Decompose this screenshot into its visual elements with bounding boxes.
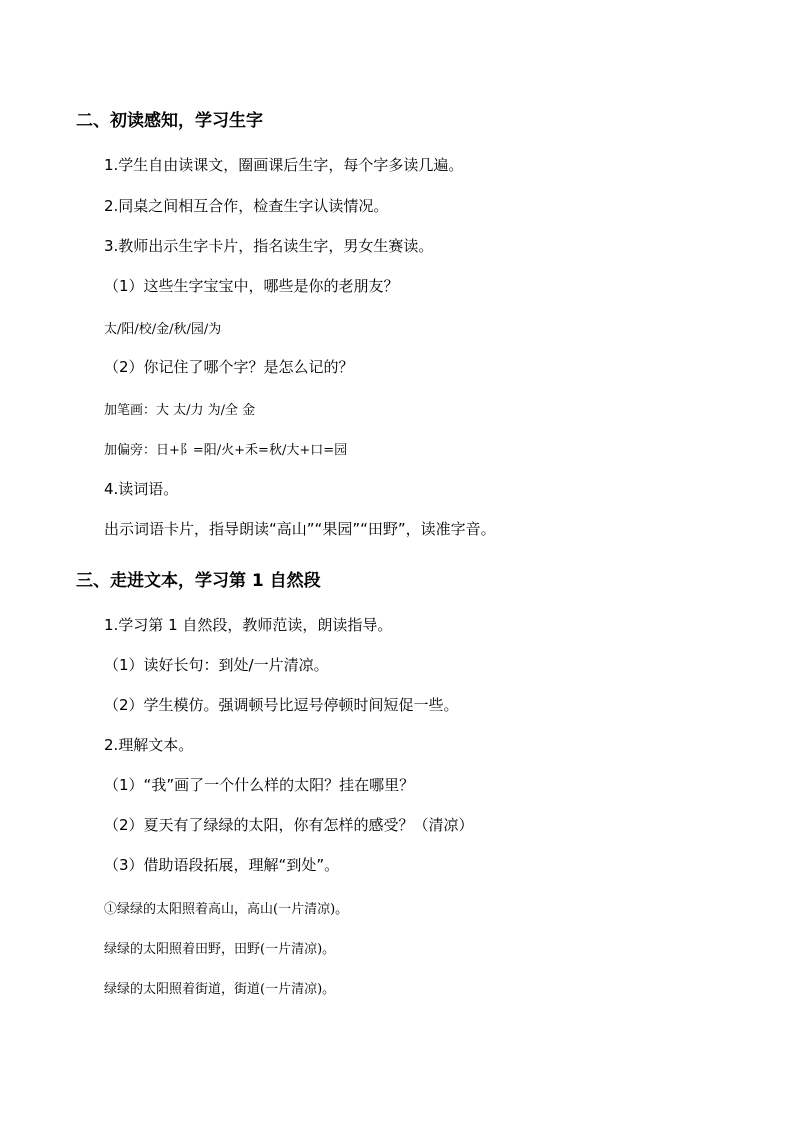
sub-step-2: （2）学生模仿。强调顿号比逗号停顿时间短促一些。	[104, 696, 459, 714]
character-list: 太/阳/校/金/秋/园/为	[104, 322, 222, 337]
step-2: 2.同桌之间相互合作，检查生字认读情况。	[104, 197, 389, 215]
example-sentence-2: 绿绿的太阳照着田野，田野(一片清凉)。	[104, 942, 336, 957]
question-1: （1）“我”画了一个什么样的太阳？挂在哪里？	[104, 776, 415, 794]
question-2: （2）夏天有了绿绿的太阳，你有怎样的感受？（清凉）	[104, 816, 474, 834]
add-radical-method: 加偏旁：日+阝=阳/火+禾=秋/大+口=园	[104, 443, 348, 458]
step-4-detail: 出示词语卡片，指导朗读“高山”“果园”“田野”，读准字音。	[104, 520, 496, 538]
step-2: 2.理解文本。	[104, 736, 194, 754]
section-2-heading: 二、初读感知，学习生字	[76, 111, 263, 131]
step-3: 3.教师出示生字卡片，指名读生字，男女生赛读。	[104, 237, 434, 255]
example-sentence-1: ①绿绿的太阳照着高山，高山(一片清凉)。	[104, 902, 349, 917]
step-4: 4.读词语。	[104, 480, 179, 498]
example-sentence-3: 绿绿的太阳照着街道，街道(一片清凉)。	[104, 982, 336, 997]
add-stroke-method: 加笔画：大 太/力 为/全 金	[104, 403, 256, 418]
section-3-heading: 三、走进文本，学习第 1 自然段	[76, 571, 321, 591]
question-3: （3）借助语段拓展，理解“到处”。	[104, 856, 340, 874]
sub-step-1: （1）读好长句：到处/一片清凉。	[104, 656, 329, 674]
question-1: （1）这些生字宝宝中，哪些是你的老朋友？	[104, 277, 399, 295]
step-1: 1.学习第 1 自然段，教师范读，朗读指导。	[104, 616, 393, 634]
step-1: 1.学生自由读课文，圈画课后生字，每个字多读几遍。	[104, 156, 464, 174]
question-2: （2）你记住了哪个字？是怎么记的？	[104, 358, 354, 376]
